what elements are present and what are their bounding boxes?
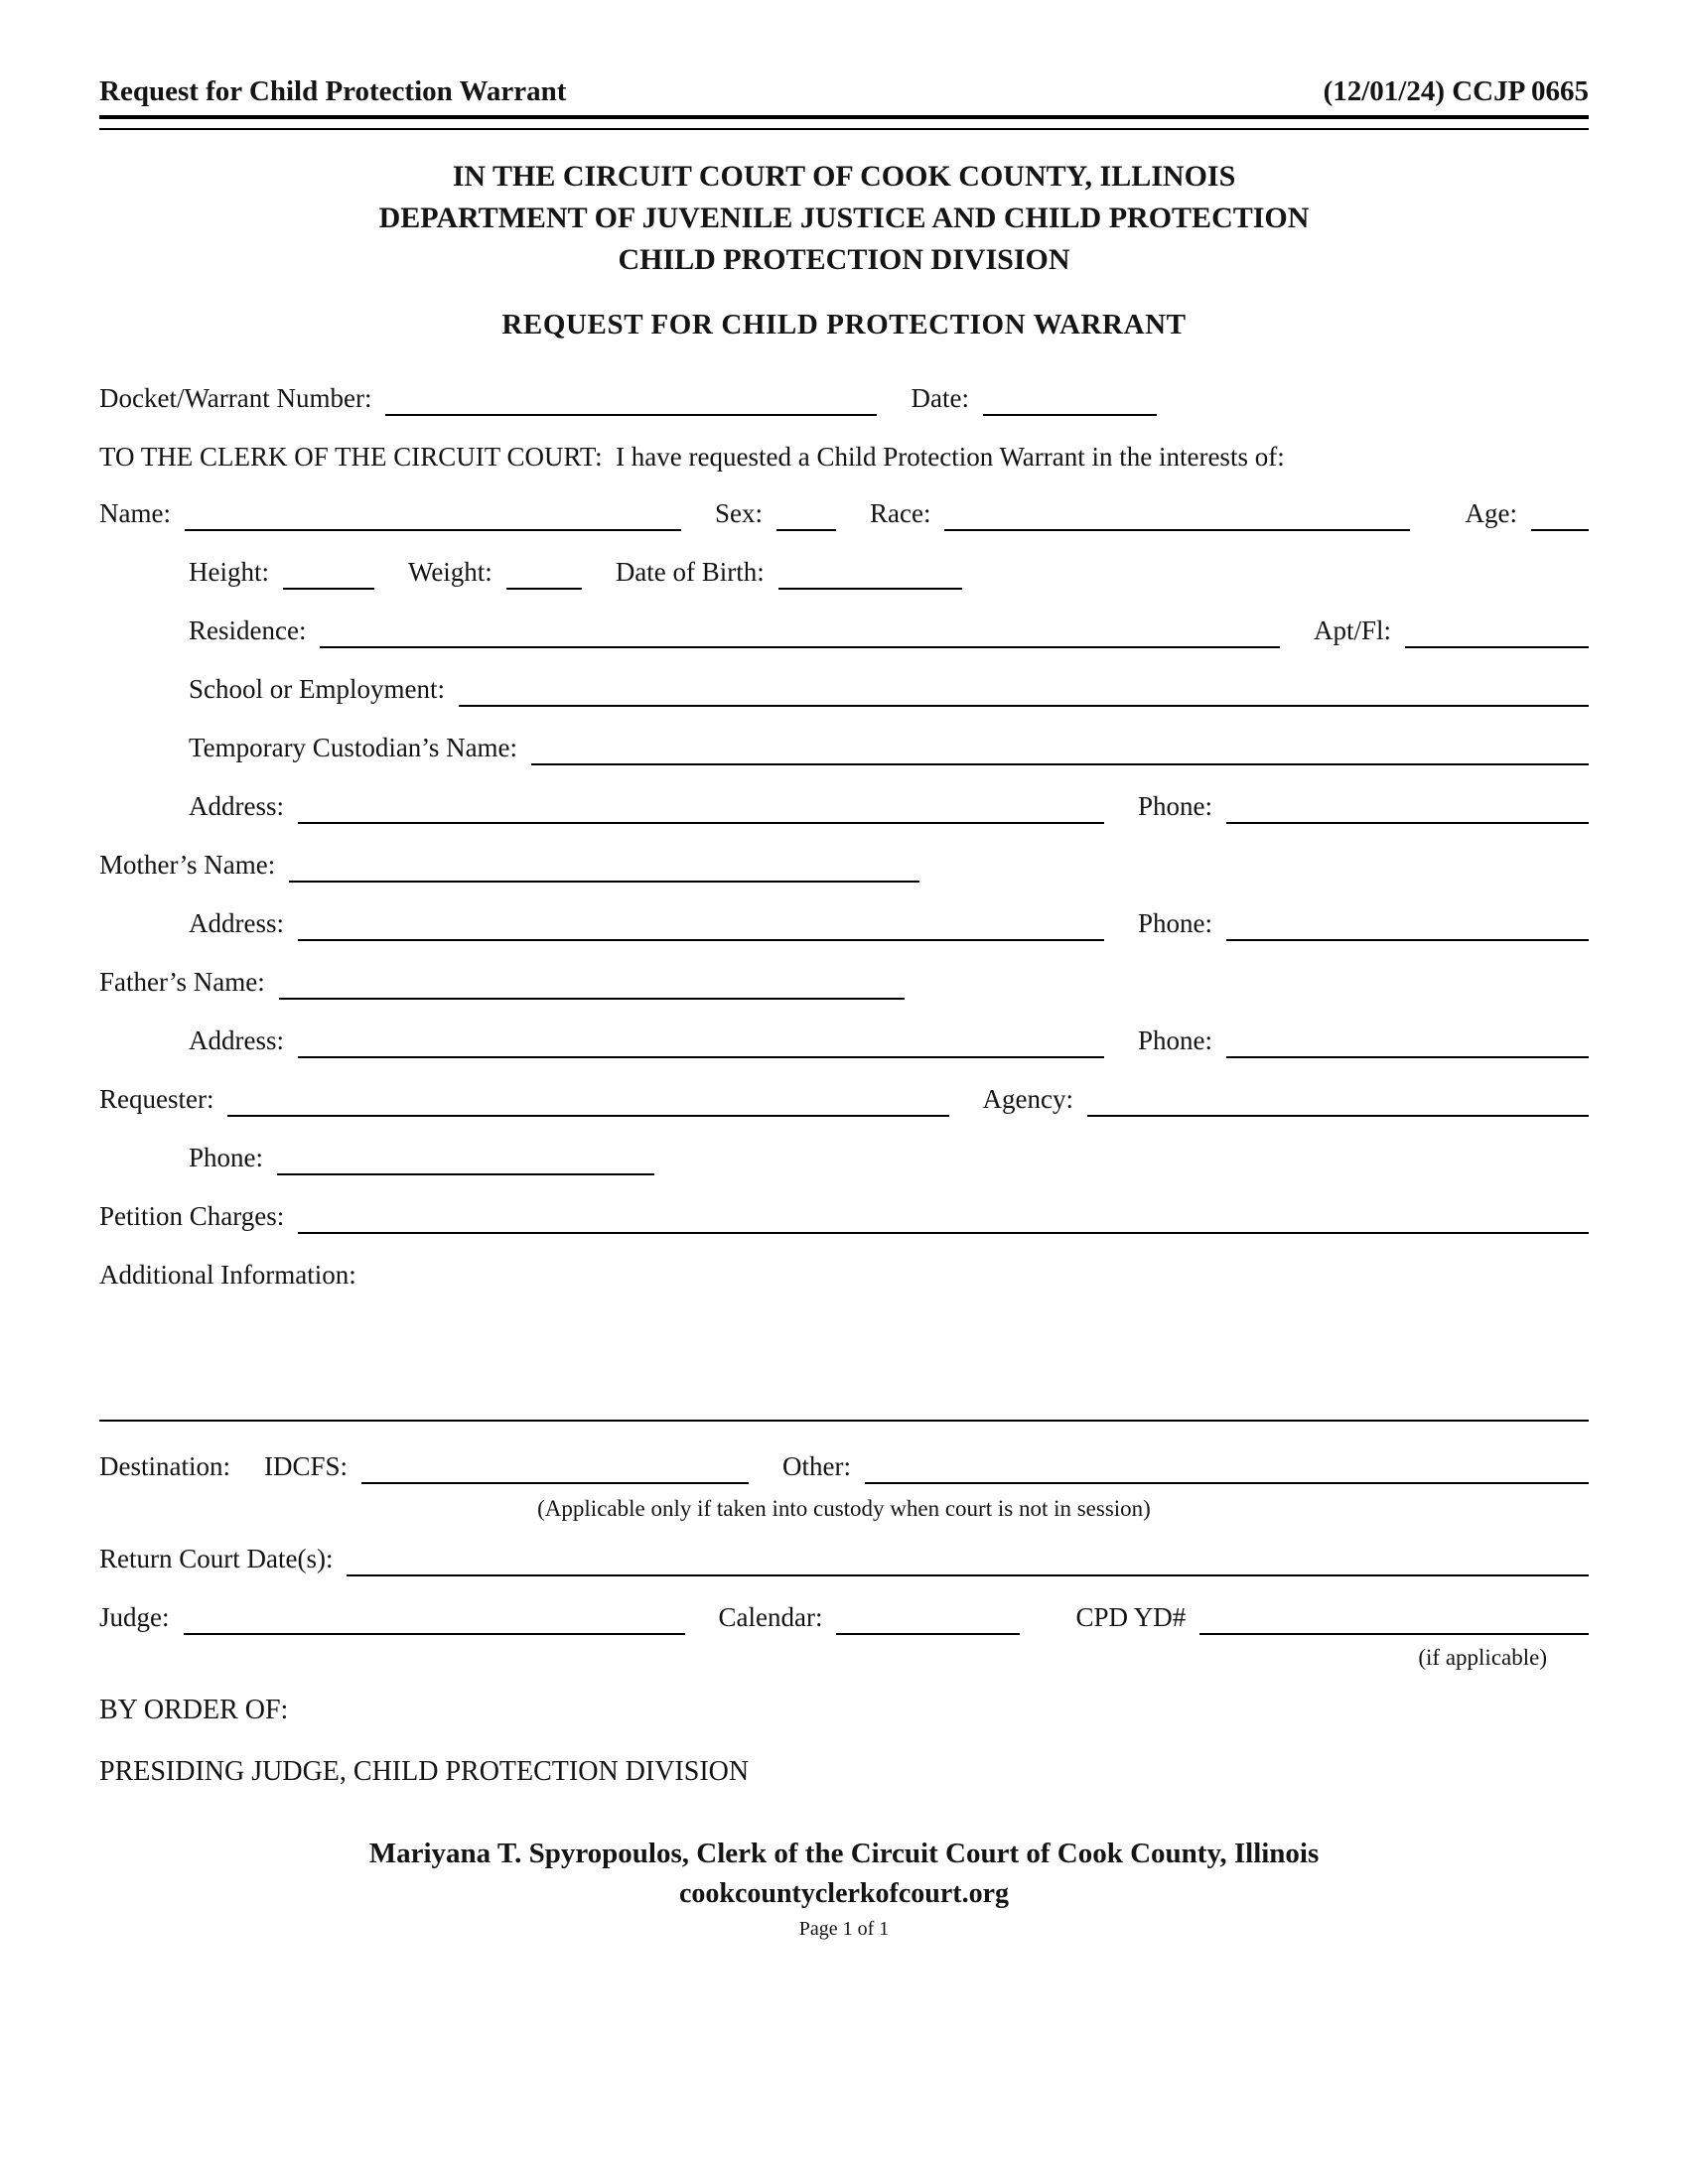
address-label: Address: — [189, 1025, 284, 1055]
custodian-name-field[interactable] — [531, 733, 1589, 765]
age-field[interactable] — [1531, 498, 1589, 531]
additional-info-line[interactable] — [99, 1416, 1589, 1422]
calendar-field[interactable] — [836, 1602, 1020, 1635]
custodian-address-row — [99, 791, 1589, 824]
phone-label: Phone: — [1137, 908, 1212, 938]
address-label: Address: — [189, 908, 284, 938]
destination-row — [99, 1451, 1589, 1484]
mother-label: Mother’s Name: — [99, 850, 276, 880]
cpd-yd-label: CPD YD# — [1075, 1602, 1187, 1632]
custodian-address-field[interactable] — [298, 791, 1104, 824]
other-field[interactable] — [865, 1451, 1589, 1484]
page-footer — [99, 1838, 1589, 1941]
address-label: Address: — [189, 791, 284, 821]
physical-row — [99, 557, 1589, 590]
date-field[interactable] — [983, 383, 1157, 416]
idcfs-label: IDCFS: — [263, 1451, 349, 1481]
requester-row — [99, 1084, 1589, 1117]
custodian-label: Temporary Custodian’s Name: — [189, 733, 518, 762]
school-field[interactable] — [459, 674, 1589, 707]
father-phone-field[interactable] — [1226, 1025, 1589, 1058]
page-header — [99, 75, 1589, 108]
date-label: Date: — [911, 383, 969, 413]
height-field[interactable] — [283, 557, 374, 590]
return-court-dates-field[interactable] — [347, 1544, 1589, 1576]
residence-row — [99, 615, 1589, 648]
custody-session-note: (Applicable only if taken into custody when court is not in session) — [537, 1496, 1151, 1521]
by-order-row — [99, 1695, 1589, 1726]
clerk-intro-row — [99, 442, 1589, 473]
cpd-yd-field[interactable] — [1199, 1602, 1589, 1635]
weight-field[interactable] — [506, 557, 582, 590]
form-title: REQUEST FOR CHILD PROTECTION WARRANT — [501, 309, 1187, 341]
age-label: Age: — [1465, 498, 1517, 528]
judge-row — [99, 1602, 1589, 1635]
additional-info-area[interactable] — [99, 1316, 1589, 1416]
idcfs-field[interactable] — [361, 1451, 749, 1484]
judge-label: Judge: — [99, 1602, 170, 1632]
mother-row — [99, 850, 1589, 883]
page-number: Page 1 of 1 — [798, 1918, 890, 1940]
docket-label: Docket/Warrant Number: — [99, 383, 372, 413]
race-field[interactable] — [944, 498, 1409, 531]
sex-field[interactable] — [776, 498, 836, 531]
custodian-phone-field[interactable] — [1226, 791, 1589, 824]
mother-name-field[interactable] — [289, 850, 919, 883]
requester-phone-row — [99, 1143, 1589, 1175]
title-block — [99, 156, 1589, 281]
mother-address-field[interactable] — [298, 908, 1104, 941]
presiding-judge-row — [99, 1756, 1589, 1788]
agency-field[interactable] — [1087, 1084, 1589, 1117]
phone-label: Phone: — [1137, 791, 1212, 821]
apt-fl-field[interactable] — [1405, 615, 1589, 648]
mother-phone-field[interactable] — [1226, 908, 1589, 941]
residence-label: Residence: — [189, 615, 307, 645]
dob-label: Date of Birth: — [615, 557, 765, 587]
petition-charges-field[interactable] — [298, 1201, 1589, 1234]
name-row — [99, 498, 1589, 531]
requester-phone-field[interactable] — [277, 1143, 654, 1175]
return-dates-label: Return Court Date(s): — [99, 1544, 334, 1573]
clerk-signature-line: Mariyana T. Spyropoulos, Clerk of the Circuit Court of Cook County, Illinois — [368, 1838, 1320, 1869]
father-row — [99, 967, 1589, 1000]
department-title: DEPARTMENT OF JUVENILE JUSTICE AND CHILD PROTECTION — [378, 202, 1310, 234]
return-dates-row — [99, 1544, 1589, 1576]
docket-number-field[interactable] — [385, 383, 877, 416]
apt-fl-label: Apt/Fl: — [1313, 615, 1391, 645]
father-address-row — [99, 1025, 1589, 1058]
additional-info-label: Additional Information: — [99, 1260, 356, 1290]
header-form-code: (12/01/24) CCJP 0665 — [1323, 75, 1589, 107]
phone-label: Phone: — [1137, 1025, 1212, 1055]
school-label: School or Employment: — [189, 674, 445, 704]
by-order-label: BY ORDER OF: — [99, 1695, 289, 1725]
height-label: Height: — [189, 557, 269, 587]
court-title: IN THE CIRCUIT COURT OF COOK COUNTY, ILLINOIS — [452, 160, 1236, 193]
name-label: Name: — [99, 498, 171, 528]
header-rule — [99, 115, 1589, 130]
requester-field[interactable] — [227, 1084, 948, 1117]
weight-label: Weight: — [408, 557, 492, 587]
header-form-name: Request for Child Protection Warrant — [99, 75, 567, 107]
form-body — [99, 383, 1589, 1941]
residence-field[interactable] — [320, 615, 1280, 648]
clerk-intro-text: TO THE CLERK OF THE CIRCUIT COURT: I have requested a Child Protection Warrant in the interests of: — [99, 442, 1285, 472]
race-label: Race: — [870, 498, 931, 528]
destination-label: Destination: — [99, 1451, 230, 1481]
if-applicable-note: (if applicable) — [1418, 1645, 1547, 1670]
judge-field[interactable] — [184, 1602, 685, 1635]
agency-label: Agency: — [982, 1084, 1073, 1114]
father-name-field[interactable] — [279, 967, 905, 1000]
school-row — [99, 674, 1589, 707]
presiding-judge-label: PRESIDING JUDGE, CHILD PROTECTION DIVISION — [99, 1756, 750, 1787]
name-field[interactable] — [185, 498, 681, 531]
mother-address-row — [99, 908, 1589, 941]
petition-row — [99, 1201, 1589, 1234]
father-label: Father’s Name: — [99, 967, 265, 997]
petition-label: Petition Charges: — [99, 1201, 285, 1231]
requester-label: Requester: — [99, 1084, 214, 1114]
clerk-website: cookcountyclerkofcourt.org — [678, 1878, 1010, 1909]
calendar-label: Calendar: — [718, 1602, 823, 1632]
father-address-field[interactable] — [298, 1025, 1104, 1058]
sex-label: Sex: — [714, 498, 763, 528]
additional-info-row — [99, 1260, 1589, 1291]
docket-row — [99, 383, 1589, 416]
custodian-row — [99, 733, 1589, 765]
dob-field[interactable] — [778, 557, 962, 590]
phone-label: Phone: — [189, 1143, 264, 1172]
other-label: Other: — [782, 1451, 852, 1481]
division-title: CHILD PROTECTION DIVISION — [618, 243, 1070, 276]
